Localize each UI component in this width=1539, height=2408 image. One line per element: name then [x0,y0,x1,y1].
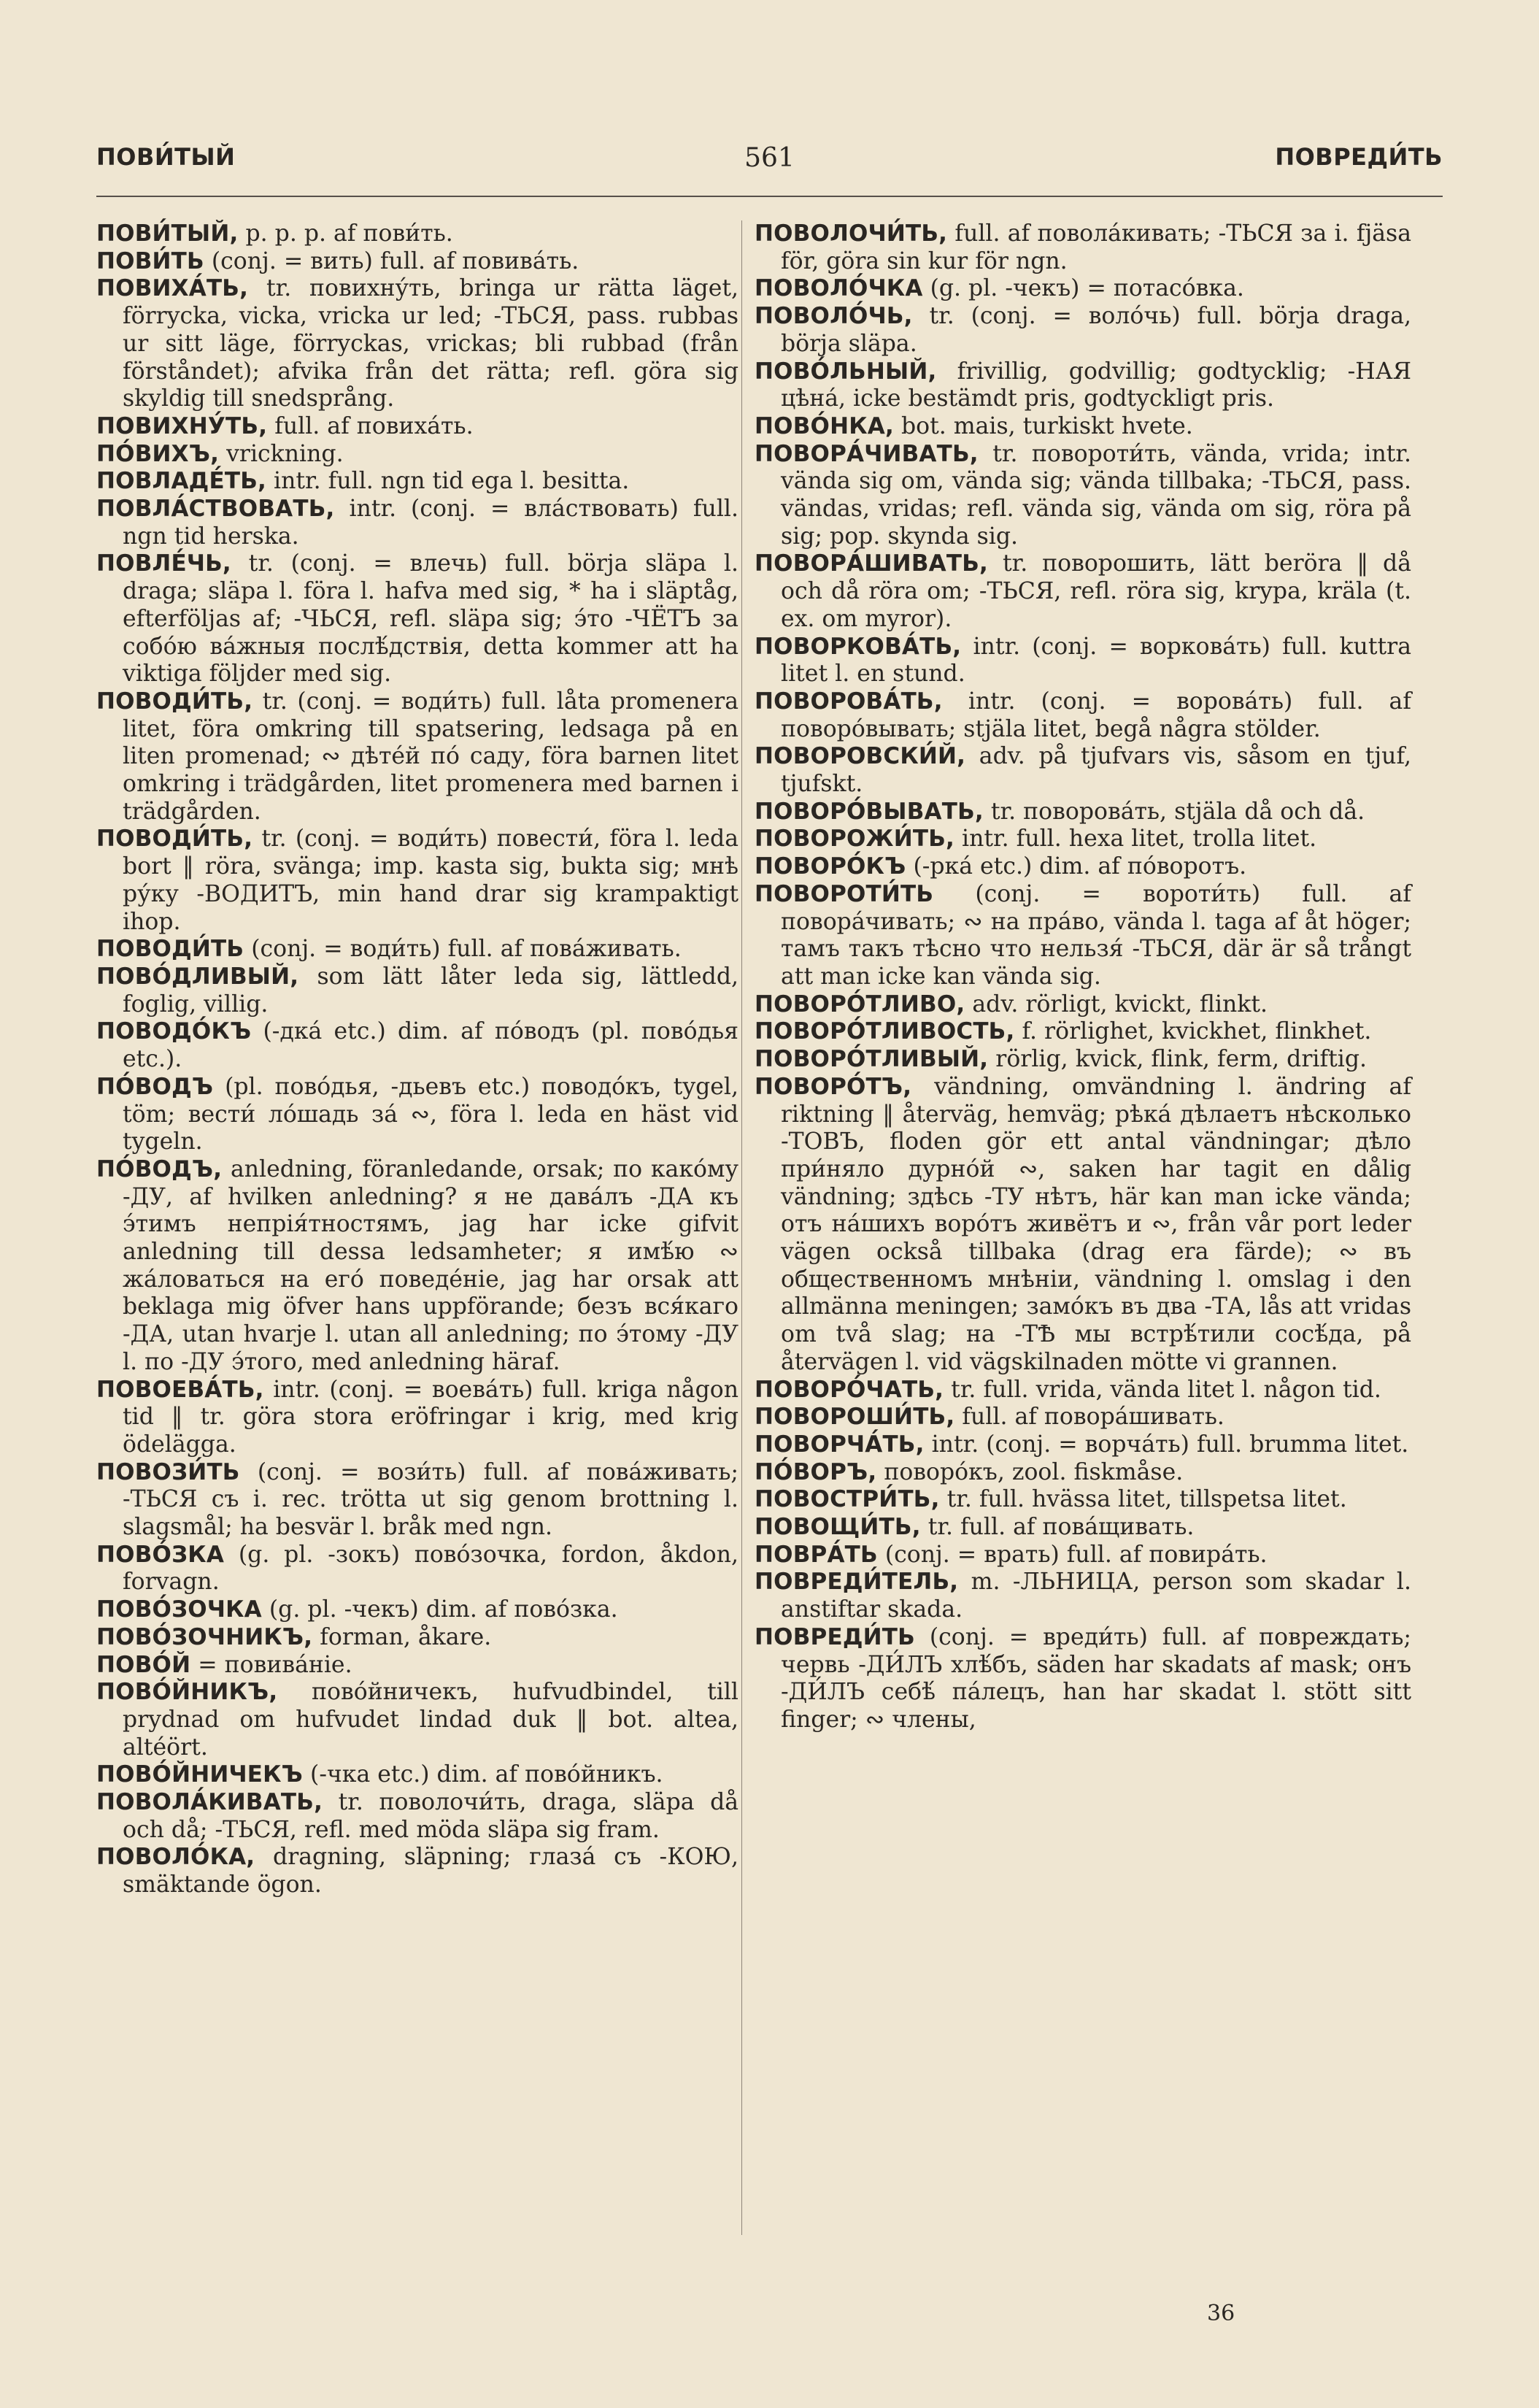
entry-definition: adv. på tjufvars vis, såsom en tjuf, tjufskt. [781,743,1411,798]
entry-headword: ПО́ВОДЪ [96,1073,214,1100]
dictionary-entry [755,743,1411,798]
entry-definition: = повива́ніе. [198,1651,352,1678]
dictionary-entry [755,1018,1411,1046]
dictionary-entry [96,1679,738,1761]
entry-headword: ПОВОДО́КЪ [96,1018,252,1045]
entry-definition: intr. full. hexa litet, trolla litet. [962,826,1317,853]
dictionary-entry [755,688,1411,743]
dictionary-entry [96,936,738,963]
entry-headword: ПОВОДИ́ТЬ, [96,826,253,853]
entry-definition: tr. full. vrida, vända litet l. någon tid. [951,1376,1381,1403]
entry-headword: ПОВРЕДИ́ТЕЛЬ, [755,1569,959,1596]
entry-definition: vändning, omvändning l. ändring af riktning ‖ återväg, hemväg; рѣка́ дѣлаетъ нѣсколько -ТОВЪ, floden gör ett antal vändningar; дѣло при́няло дурно́й ∾, saken har tagit en dålig vändning; здѣсь -ТУ нѣтъ, här kan man icke vända; отъ на́шихъ воро́тъ живётъ и ∾, från vår port leder vägen också tillbaka (drag era färde); ∾ въ общественномъ мнѣніи, vändning l. omslag i den allmänna meningen; замо́къ въ два -ТА, lås att vridas om två slag; на -ТѢ мы встрѣ́тили сосѣ́да, på återvägen l. vid vägskilnaden mötte vi grannen. [781,1073,1411,1375]
dictionary-entry [96,963,738,1018]
dictionary-entry [755,1431,1411,1459]
entry-definition: intr. (conj. = воева́ть) full. kriga någon tid ‖ tr. göra stora eröfringar i krig, med krig ödelägga. [123,1376,738,1458]
entry-definition: (conj. = врать) full. af повира́ть. [884,1541,1268,1568]
entry-headword: ПОВОРО́ТЛИВЫЙ, [755,1046,989,1073]
entry-headword: ПОВО́НКА, [755,412,894,439]
dictionary-entry [96,1018,738,1073]
entry-headword: ПОВЛЕ́ЧЬ, [96,550,231,577]
dictionary-entry [96,826,738,936]
dictionary-entry [755,1514,1411,1542]
dictionary-entry [755,881,1411,991]
entry-headword: ПО́ВОДЪ, [96,1155,223,1182]
entry-definition: intr. (conj. = ворча́ть) full. brumma litet. [931,1431,1409,1458]
entry-headword: ПОВО́ЛЬНЫЙ, [755,358,937,385]
entry-definition: (conj. = вороти́ть) full. af повора́чивать; ∾ на пра́во, vända l. taga af åt höger; тамъ такъ тѣсно что нельзя́ -ТЬСЯ, där är så trångt att man icke kan vända sig. [781,880,1411,990]
column-divider [741,220,742,2235]
entry-headword: ПОВОСТРИ́ТЬ, [755,1486,940,1513]
entry-headword: ПОВОДИ́ТЬ, [96,688,253,715]
entry-definition: (-дка́ etc.) dim. af по́водъ (pl. пово́дья etc.). [123,1018,739,1073]
entry-headword: ПОВОЛО́ЧКА [755,275,923,302]
entry-definition: поворо́къ, zool. fiskmåse. [884,1458,1184,1485]
entry-definition: full. af повора́шивать. [962,1404,1224,1431]
entry-definition: tr. повороти́ть, vända, vrida; intr. vända sig om, vända sig; vända tillbaka; -ТЬСЯ, pass. vändas, vridas; refl. vända sig, vända om sig, röra på sig; pop. skynda sig. [781,440,1411,550]
dictionary-entry [96,1652,738,1680]
dictionary-entry [755,634,1411,688]
signature-mark: 36 [1207,2301,1235,2326]
entry-definition: (conj. = вреди́ть) full. af повреждать; червь -ДИ́ЛЪ хлѣ́бъ, säden har skadats af mask; онъ -ДИ́ЛЪ себѣ́ па́лецъ, han har skadat l. stött sitt finger; ∾ члены, [781,1623,1411,1733]
header-rule [96,196,1443,197]
entry-definition: tr. поворова́ть, stjäla då och då. [990,798,1365,825]
dictionary-entry [755,275,1411,303]
entry-headword: ПОВОРО́ТЛИВО, [755,990,965,1018]
entry-headword: ПОВОЗИ́ТЬ [96,1458,240,1485]
entry-definition: intr. (conj. = ворова́ть) full. af поворо́вывать; stjäla litet, begå några stölder. [781,688,1411,742]
entry-definition: (conj. = вить) full. af повива́ть. [211,247,579,274]
entry-headword: ПОВОДИ́ТЬ [96,936,244,963]
entry-definition: tr. (conj. = води́ть) full. låta promenera litet, föra omkring till spatsering, ledsaga på en liten promenad; ∾ дѣте́й по́ саду, föra barnen litet omkring i trädgården, litet promenera med barnen i trädgården. [123,688,738,825]
entry-headword: ПОВО́ЙНИКЪ, [96,1679,278,1706]
dictionary-entry [755,799,1411,826]
entry-headword: ПОВИ́ТЫЙ, [96,220,239,247]
entry-definition: (conj. = вози́ть) full. af пова́живать; -ТЬСЯ съ i. rec. trötta ut sig genom brottning l. slagsmål; ha besvär l. bråk med ngn. [123,1458,738,1541]
entry-headword: ПОВИ́ТЬ [96,247,204,274]
entry-definition: intr. (conj. = воркова́ть) full. kuttra litet l. en stund. [781,633,1411,688]
entry-definition: tr. (conj. = води́ть) повести́, föra l. leda bort ‖ röra, svänga; imp. kasta sig, bukta sig; мнѣ ру́ку -ВОДИТЪ, min hand drar sig krampaktigt ihop. [123,826,738,935]
entry-definition: (g. pl. -чекъ) dim. af пово́зка. [269,1596,618,1623]
entry-definition: f. rörlighet, kvickhet, flinkhet. [1022,1018,1372,1045]
entry-headword: ПОВОРО́ТЪ, [755,1073,912,1100]
running-head [96,143,1443,180]
dictionary-entry [96,441,738,469]
entry-headword: ПОВОРОШИ́ТЬ, [755,1404,955,1431]
entry-definition: bot. mais, turkiskt hvete. [900,412,1193,439]
dictionary-entry [96,688,738,826]
entry-definition: (conj. = води́ть) full. af пова́живать. [251,936,682,963]
entry-headword: ПОВОЛО́ЧЬ, [755,303,913,330]
entry-definition: (pl. пово́дья, -дьевъ etc.) поводо́къ, tygel, töm; вести́ ло́шадь за́ ∾, föra l. leda en häst vid tygeln. [123,1073,739,1155]
entry-definition: tr. повихну́ть, bringa ur rätta läget, förrycka, vicka, vricka ur led; -ТЬСЯ, pass. rubbas ur sitt läge, förryckas, vrickas; bli rubbad (från förståndet); afvika från det rätta; refl. göra sig skyldig till snedsprång. [123,275,739,412]
entry-definition: dragning, släpning; глаза́ съ -КОЮ, smäktande ögon. [123,1844,739,1899]
dictionary-entry [96,248,738,276]
entry-headword: ПОВОРО́ВЫВАТЬ, [755,798,984,825]
dictionary-entry [755,853,1411,881]
entry-headword: ПОВОЛО́КА, [96,1844,255,1871]
entry-definition: tr. full. af пова́щивать. [927,1514,1195,1541]
running-head-left: ПОВИ́ТЫЙ [96,143,236,171]
entry-headword: ПОВОРО́КЪ [755,853,906,880]
page-number: 561 [744,143,795,173]
dictionary-entry [755,220,1411,275]
dictionary-entry [96,1377,738,1459]
entry-definition: tr. поволочи́ть, draga, släpa då och då; -ТЬСЯ, refl. med möda släpa sig fram. [123,1789,739,1843]
entry-headword: ПОВО́ЗОЧНИКЪ, [96,1623,313,1650]
entry-headword: ПОВОРО́ЧАТЬ, [755,1376,944,1403]
dictionary-entry [755,1074,1411,1377]
entry-definition: full. af повиха́ть. [274,412,474,439]
entry-definition: (-рка́ etc.) dim. af по́воротъ. [913,853,1247,880]
entry-headword: ПОВО́ЗКА [96,1541,225,1568]
entry-headword: ПОВОЕВА́ТЬ, [96,1376,264,1403]
dictionary-entry [755,991,1411,1019]
dictionary-entry [755,1624,1411,1734]
entry-headword: ПОВИХНУ́ТЬ, [96,412,268,439]
entry-headword: ПОВОЩИ́ТЬ, [755,1514,921,1541]
entry-headword: ПОВОРОВСКИ́Й, [755,743,966,770]
dictionary-entry [96,1844,738,1899]
entry-definition: rörlig, kvick, flink, ferm, driftig. [995,1046,1368,1073]
entry-definition: tr. поворошить, lätt beröra ‖ då och då röra om; -ТЬСЯ, refl. röra sig, krypa, kräla (t. ex. om myror). [781,550,1411,632]
entry-definition: intr. (conj. = вла́ствовать) full. ngn tid herska. [123,496,738,550]
entry-headword: ПОВОЛОЧИ́ТЬ, [755,220,948,247]
dictionary-entry [96,220,738,248]
dictionary-entry [96,1074,738,1156]
entry-definition: p. p. p. af пови́ть. [245,220,453,247]
entry-definition: forman, åkare. [320,1623,492,1650]
dictionary-entry [755,1569,1411,1623]
entry-definition: (g. pl. -зокъ) пово́зочка, fordon, åkdon, forvagn. [123,1541,739,1596]
entry-headword: ПОВОРОВА́ТЬ, [755,688,943,715]
entry-definition: (g. pl. -чекъ) = потасо́вка. [930,275,1244,302]
entry-headword: ПОВОРА́ЧИВАТЬ, [755,440,979,467]
entry-headword: ПОВО́Й [96,1651,191,1678]
entry-headword: ПОВРА́ТЬ [755,1541,878,1568]
entry-definition: full. af повола́кивать; -ТЬСЯ за i. fjäsa för, göra sin kur för ngn. [781,220,1411,274]
entry-headword: ПО́ВОРЪ, [755,1458,877,1485]
entry-headword: ПО́ВИХЪ, [96,440,220,467]
dictionary-entry [96,1596,738,1624]
entry-headword: ПОВОРКОВА́ТЬ, [755,633,962,660]
dictionary-entry [755,1404,1411,1431]
dictionary-entry [755,1486,1411,1514]
dictionary-entry [755,1542,1411,1569]
entry-definition: пово́йничекъ, hufvudbindel, till prydnad om hufvudet lindad duk ‖ bot. altea, altéört. [123,1679,738,1761]
dictionary-entry [96,496,738,550]
dictionary-entry [96,1459,738,1542]
dictionary-entry [755,1377,1411,1404]
entry-headword: ПОВОРА́ШИВАТЬ, [755,550,989,577]
dictionary-entry [96,1761,738,1789]
dictionary-entry [755,413,1411,441]
entry-headword: ПОВЛА́СТВОВАТЬ, [96,496,335,523]
entry-definition: (-чка etc.) dim. af пово́йникъ. [310,1761,663,1788]
dictionary-entry [96,1789,738,1844]
dictionary-entry [755,550,1411,633]
entry-definition: m. -ЛЬНИЦА, person som skadar l. anstiftar skada. [781,1569,1411,1623]
dictionary-entry [96,468,738,496]
dictionary-entry [96,413,738,441]
entry-headword: ПОВО́ЗОЧКА [96,1596,262,1623]
entry-headword: ПОВОРЧА́ТЬ, [755,1431,925,1458]
entry-definition: tr. (conj. = воло́чь) full. börja draga, börja släpa. [781,303,1411,357]
dictionary-entry [755,826,1411,853]
entry-definition: tr. (conj. = влечь) full. börja släpa l. draga; släpa l. föra l. hafva med sig, * ha i släptåg, efterföljas af; -ЧЬСЯ, refl. släpa sig; э́то -ЧЁТЪ за собо́ю ва́жныя послѣ́дствія, detta kommer att ha viktiga följder med sig. [123,550,739,688]
entry-headword: ПОВО́ДЛИВЫЙ, [96,963,299,990]
dictionary-entry [96,1542,738,1596]
dictionary-entry [96,275,738,413]
entry-definition: intr. full. ngn tid ega l. besitta. [274,468,630,495]
dictionary-entry [96,1624,738,1652]
right-column [755,220,1411,1734]
dictionary-entry [755,441,1411,551]
dictionary-entry [755,358,1411,413]
entry-headword: ПОВОЛА́КИВАТЬ, [96,1789,323,1816]
entry-definition: tr. full. hvässa litet, tillspetsa litet. [946,1486,1347,1513]
entry-headword: ПОВИХА́ТЬ, [96,275,249,302]
entry-definition: anledning, föranledande, orsak; по како́му -ДУ, af hvilken anledning? я не дава́лъ -ДА къ э́тимъ непрія́тностямъ, jag har icke gifvit anledning till dessa ledsamheter; я имѣ́ю ∾ жа́ловаться на его́ поведе́ніе, jag har orsak att beklaga mig öfver hans uppförande; безъ вся́каго -ДА, utan hvarje l. utan all anledning; по э́тому -ДУ l. по -ДУ э́того, med anledning häraf. [123,1155,739,1375]
entry-definition: frivillig, godvillig; godtycklig; -НАЯ цѣна́, icke bestämdt pris, godtyckligt pris. [781,358,1412,412]
dictionary-entry [96,1156,738,1377]
dictionary-entry [755,1459,1411,1487]
entry-definition: som lätt låter leda sig, lättledd, foglig, villig. [123,963,738,1018]
entry-definition: vrickning. [226,440,344,467]
entry-headword: ПОВОРО́ТЛИВОСТЬ, [755,1018,1015,1045]
dictionary-entry [755,303,1411,358]
dictionary-entry [96,550,738,688]
entry-headword: ПОВРЕДИ́ТЬ [755,1623,915,1650]
entry-headword: ПОВОРОТИ́ТЬ [755,880,934,907]
entry-headword: ПОВЛАДЕ́ТЬ, [96,468,267,495]
running-head-right: ПОВРЕДИ́ТЬ [1275,143,1443,171]
entry-definition: adv. rörligt, kvickt, flinkt. [972,990,1268,1018]
entry-headword: ПОВОРОЖИ́ТЬ, [755,826,954,853]
left-column [96,220,738,1899]
entry-headword: ПОВО́ЙНИЧЕКЪ [96,1761,304,1788]
dictionary-entry [755,1046,1411,1074]
